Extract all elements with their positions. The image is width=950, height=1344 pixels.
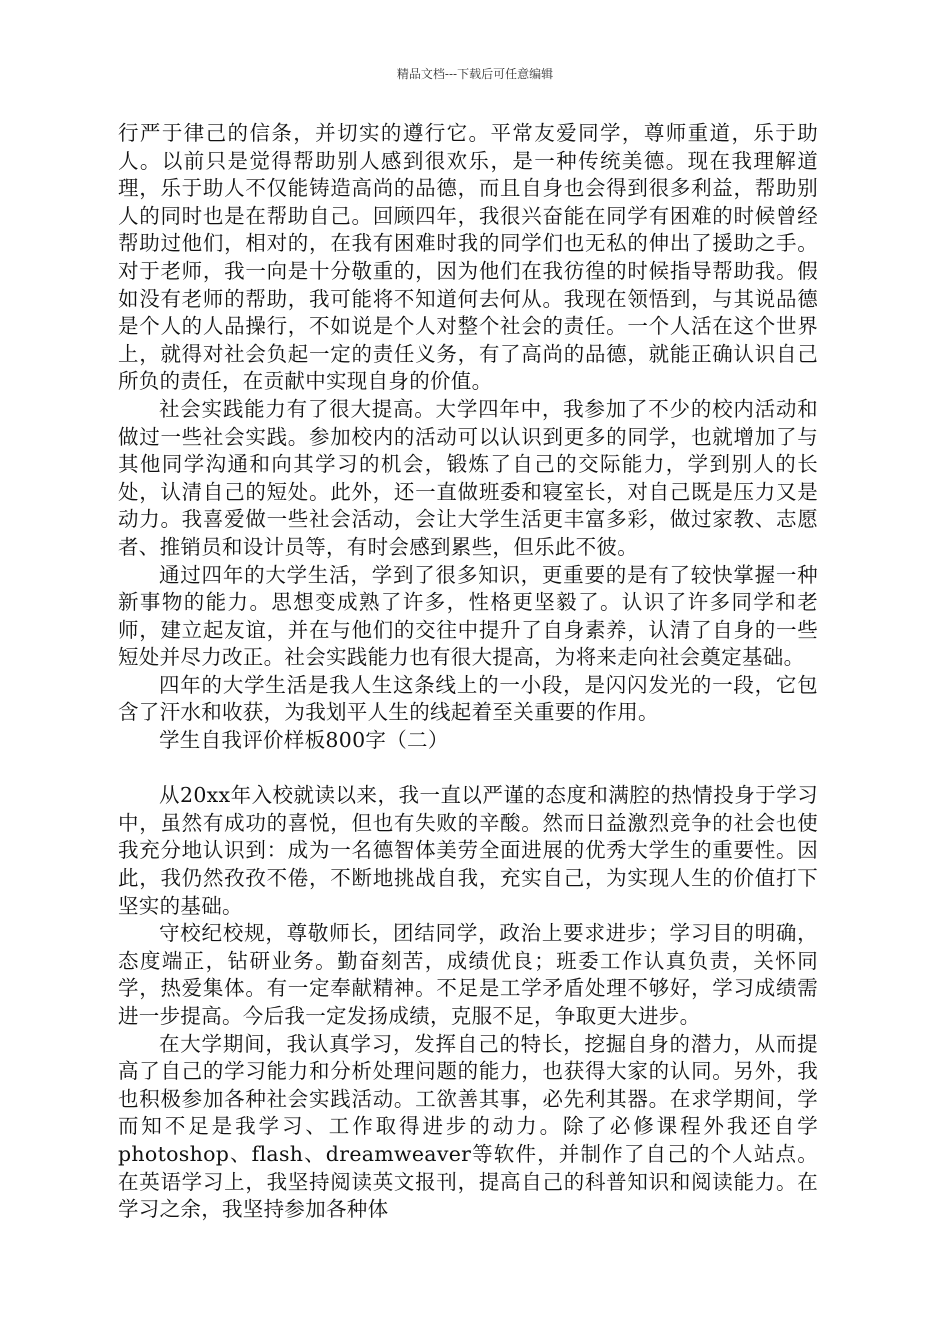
page-header: 精品文档---下载后可任意编辑 — [396, 67, 554, 81]
paragraph-5: 从20xx年入校就读以来，我一直以严谨的态度和满腔的热情投身于学习中，虽然有成功的喜悦，但也有失败的辛酸。然而日益激烈竞争的社会也使我充分地认识到：成为一名德智体美劳全面进展的优秀大学生的重要性。因此，我仍然孜孜不倦，不断地挑战自我，充实自己，为实现人生的价值打下坚实的基础。 — [118, 783, 818, 918]
paragraph-1: 行严于律己的信条，并切实的遵行它。平常友爱同学，尊师重道，乐于助人。以前只是觉得帮助别人感到很欢乐，是一种传统美德。现在我理解道理，乐于助人不仅能铸造高尚的品德，而且自身也会得到很多利益，帮助别人的同时也是在帮助自己。回顾四年，我很兴奋能在同学有困难的时候曾经帮助过他们，相对的，在我有困难时我的同学们也无私的伸出了援助之手。对于老师，我一向是十分敬重的，因为他们在我彷徨的时候指导帮助我。假如没有老师的帮助，我可能将不知道何去何从。我现在领悟到，与其说品德是个人的人品操行，不如说是个人对整个社会的责任。一个人活在这个世界上，就得对社会负起一定的责任义务，有了高尚的品德，就能正确认识自己所负的责任，在贡献中实现自身的价值。 — [118, 121, 818, 394]
document-body — [118, 120, 818, 1224]
paragraph-4: 四年的大学生活是我人生这条线上的一小段，是闪闪发光的一段，它包含了汗水和收获，为我划平人生的线起着至关重要的作用。 — [118, 672, 818, 725]
paragraph-3: 通过四年的大学生活，学到了很多知识，更重要的是有了较快掌握一种新事物的能力。思想变成熟了许多，性格更坚毅了。认识了许多同学和老师，建立起友谊，并在与他们的交往中提升了自身素养，认清了自身的一些短处并尽力改正。社会实践能力也有很大提高，为将来走向社会奠定基础。 — [118, 562, 818, 670]
paragraph-6: 守校纪校规，尊敬师长，团结同学，政治上要求进步；学习目的明确，态度端正，钻研业务。勤奋刻苦，成绩优良；班委工作认真负责，关怀同学，热爱集体。有一定奉献精神。不足是工学矛盾处理不够好，学习成绩需进一步提高。今后我一定发扬成绩，克服不足，争取更大进步。 — [118, 921, 818, 1028]
paragraph-2: 社会实践能力有了很大提高。大学四年中，我参加了不少的校内活动和做过一些社会实践。参加校内的活动可以认识到更多的同学，也就增加了与其他同学沟通和向其学习的机会，锻炼了自己的交际能力，学到别人的长处，认清自己的短处。此外，还一直做班委和寝室长，对自己既是压力又是动力。我喜爱做一些社会活动，会让大学生活更丰富多彩，做过家教、志愿者、推销员和设计员等，有时会感到累些，但乐此不彼。 — [118, 396, 818, 559]
section-subtitle: 学生自我评价样板800字（二） — [159, 728, 449, 753]
paragraph-7: 在大学期间，我认真学习，发挥自己的特长，挖掘自身的潜力，从而提高了自己的学习能力和分析处理问题的能力，也获得大家的认同。另外，我也积极参加各种社会实践活动。工欲善其事，必先利其器。在求学期间，学而知不足是我学习、工作取得进步的动力。除了必修课程外我还自学photoshop、flash、dreamweaver等软件，并制作了自己的个人站点。在英语学习上，我坚持阅读英文报刊，提高自己的科普知识和阅读能力。在学习之余，我坚持参加各种体 — [118, 1031, 818, 1222]
